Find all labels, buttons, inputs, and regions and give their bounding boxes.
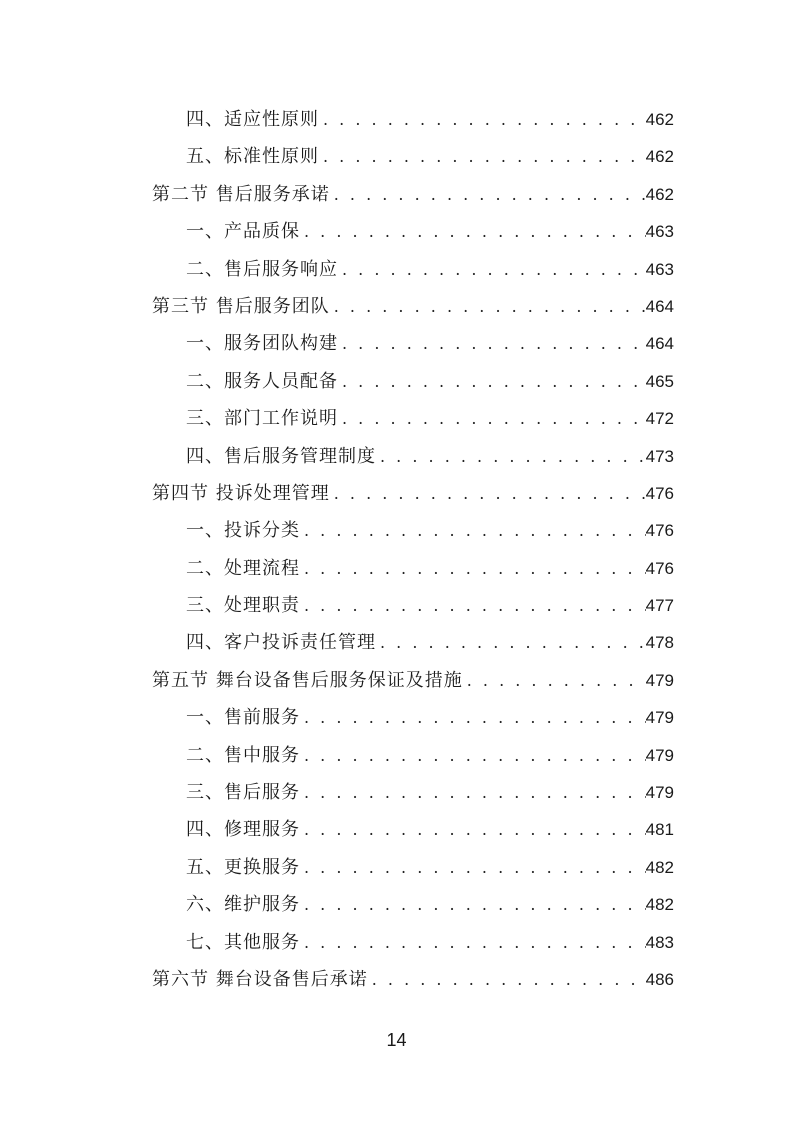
toc-entry-title: 二、售后服务响应 xyxy=(186,258,338,280)
toc-dot-leader xyxy=(330,288,646,325)
toc-dot-leader xyxy=(300,774,646,811)
toc-dot-leader xyxy=(300,512,646,549)
toc-entry-page: 479 xyxy=(645,670,674,690)
toc-entry[interactable] xyxy=(152,400,674,437)
toc-entry-page: 476 xyxy=(645,483,674,503)
toc-entry-page: 462 xyxy=(645,147,674,167)
toc-entry[interactable] xyxy=(152,363,674,400)
toc-entry-page: 463 xyxy=(645,259,674,279)
toc-entry-title: 四、客户投诉责任管理 xyxy=(186,632,376,654)
toc-entry[interactable] xyxy=(152,138,674,175)
table-of-contents xyxy=(152,101,674,998)
toc-entry[interactable] xyxy=(152,886,674,923)
toc-entry[interactable] xyxy=(152,325,674,362)
toc-entry-title: 一、投诉分类 xyxy=(186,520,300,542)
toc-entry[interactable] xyxy=(152,737,674,774)
toc-entry[interactable] xyxy=(152,699,674,736)
toc-entry-page: 476 xyxy=(645,521,674,541)
toc-entry[interactable] xyxy=(152,849,674,886)
page-number: 14 xyxy=(386,1030,407,1050)
toc-entry[interactable] xyxy=(152,624,674,661)
toc-entry-title: 三、处理职责 xyxy=(186,595,300,617)
toc-entry-page: 477 xyxy=(645,596,674,616)
toc-entry-title: 第二节 售后服务承诺 xyxy=(152,183,330,205)
toc-entry-title: 四、售后服务管理制度 xyxy=(186,445,376,467)
toc-entry[interactable] xyxy=(152,213,674,250)
toc-entry-page: 462 xyxy=(645,184,674,204)
toc-entry[interactable] xyxy=(152,288,674,325)
toc-entry-title: 一、产品质保 xyxy=(186,221,300,243)
toc-entry-title: 二、服务人员配备 xyxy=(186,370,338,392)
toc-entry-title: 第四节 投诉处理管理 xyxy=(152,482,330,504)
toc-entry-page: 476 xyxy=(645,558,674,578)
toc-entry[interactable] xyxy=(152,512,674,549)
toc-dot-leader xyxy=(338,251,646,288)
toc-entry-page: 478 xyxy=(645,633,674,653)
toc-entry-title: 五、标准性原则 xyxy=(186,146,319,168)
toc-dot-leader xyxy=(300,550,646,587)
toc-entry[interactable] xyxy=(152,924,674,961)
toc-entry-title: 七、其他服务 xyxy=(186,931,300,953)
toc-entry-title: 四、修理服务 xyxy=(186,819,300,841)
toc-dot-leader xyxy=(300,849,646,886)
toc-dot-leader xyxy=(300,811,646,848)
toc-entry-page: 473 xyxy=(645,446,674,466)
toc-dot-leader xyxy=(300,886,646,923)
toc-entry-title: 五、更换服务 xyxy=(186,856,300,878)
toc-entry[interactable] xyxy=(152,251,674,288)
toc-dot-leader xyxy=(376,624,646,661)
toc-entry-title: 三、部门工作说明 xyxy=(186,408,338,430)
toc-dot-leader xyxy=(300,699,646,736)
toc-entry[interactable] xyxy=(152,550,674,587)
toc-entry-page: 486 xyxy=(645,969,674,989)
toc-entry-title: 第六节 舞台设备售后承诺 xyxy=(152,968,368,990)
toc-entry-title: 二、处理流程 xyxy=(186,557,300,579)
toc-entry-page: 479 xyxy=(645,708,674,728)
toc-dot-leader xyxy=(319,138,646,175)
toc-dot-leader xyxy=(368,961,646,998)
toc-entry-page: 479 xyxy=(645,745,674,765)
toc-entry[interactable] xyxy=(152,101,674,138)
toc-dot-leader xyxy=(319,101,646,138)
toc-dot-leader xyxy=(300,213,646,250)
toc-entry[interactable] xyxy=(152,961,674,998)
toc-entry[interactable] xyxy=(152,438,674,475)
toc-entry-title: 六、维护服务 xyxy=(186,894,300,916)
toc-dot-leader xyxy=(338,325,646,362)
toc-entry-page: 464 xyxy=(645,296,674,316)
toc-entry-page: 462 xyxy=(645,110,674,129)
toc-entry-title: 一、售前服务 xyxy=(186,707,300,729)
toc-entry[interactable] xyxy=(152,774,674,811)
toc-dot-leader xyxy=(338,363,646,400)
toc-entry-page: 481 xyxy=(645,820,674,840)
toc-dot-leader xyxy=(300,587,646,624)
toc-entry[interactable] xyxy=(152,662,674,699)
toc-entry[interactable] xyxy=(152,811,674,848)
toc-entry-page: 479 xyxy=(645,783,674,803)
toc-entry-page: 482 xyxy=(645,857,674,877)
toc-entry-page: 463 xyxy=(645,222,674,242)
toc-entry-title: 四、适应性原则 xyxy=(186,109,319,130)
toc-entry-page: 464 xyxy=(645,334,674,354)
toc-entry-title: 一、服务团队构建 xyxy=(186,333,338,355)
toc-dot-leader xyxy=(300,737,646,774)
toc-entry-title: 三、售后服务 xyxy=(186,782,300,804)
toc-entry-title: 第三节 售后服务团队 xyxy=(152,295,330,317)
toc-entry[interactable] xyxy=(152,475,674,512)
toc-dot-leader xyxy=(338,400,646,437)
toc-entry-title: 第五节 舞台设备售后服务保证及措施 xyxy=(152,669,463,691)
toc-dot-leader xyxy=(330,475,646,512)
toc-dot-leader xyxy=(463,662,646,699)
toc-dot-leader xyxy=(300,924,646,961)
toc-entry-page: 465 xyxy=(645,371,674,391)
toc-entry[interactable] xyxy=(152,176,674,213)
toc-entry-page: 483 xyxy=(645,932,674,952)
toc-entry-page: 472 xyxy=(645,409,674,429)
toc-dot-leader xyxy=(376,438,646,475)
toc-entry-page: 482 xyxy=(645,895,674,915)
toc-entry-title: 二、售中服务 xyxy=(186,744,300,766)
toc-dot-leader xyxy=(330,176,646,213)
toc-entry[interactable] xyxy=(152,587,674,624)
